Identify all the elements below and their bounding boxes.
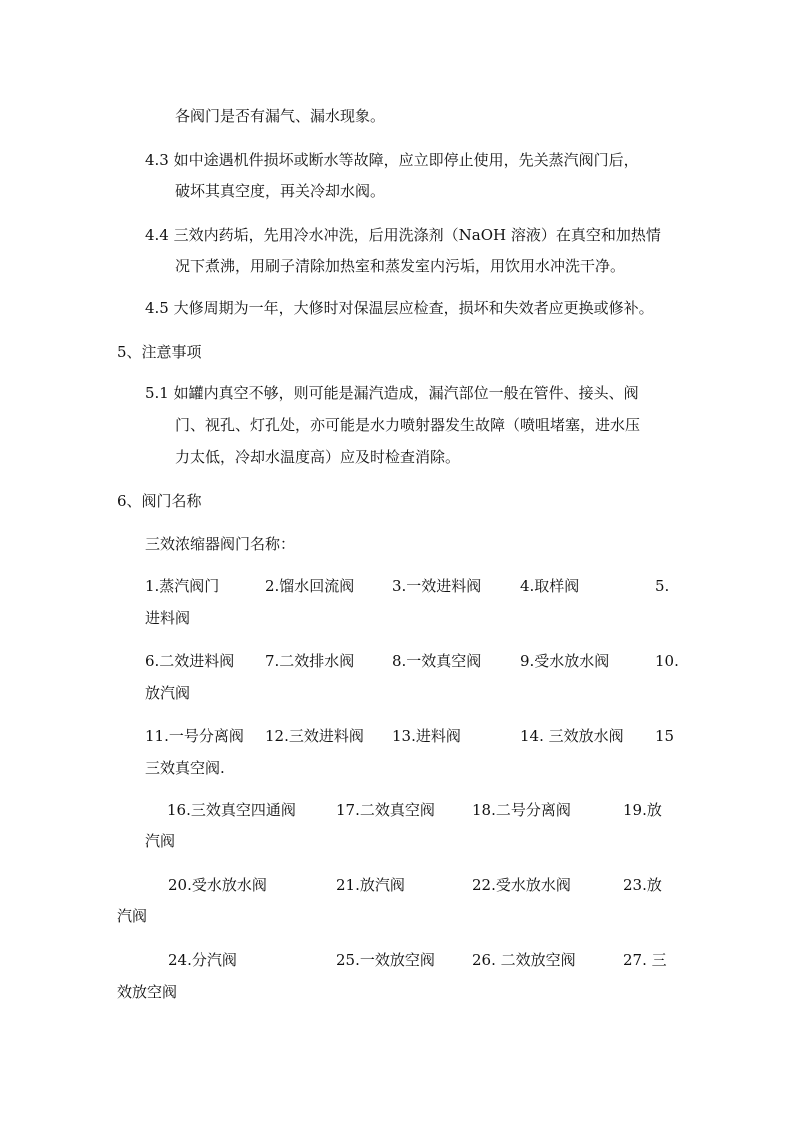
valve-item: 12.三效进料阀 <box>265 727 364 745</box>
valve-item-continuation: 汽阀 <box>117 907 148 925</box>
valve-item: 27. 三 <box>623 951 667 969</box>
valve-item: 16.三效真空四通阀 <box>167 801 296 819</box>
valve-item-continuation: 效放空阀 <box>117 983 178 1001</box>
valve-item: 5. <box>655 577 670 595</box>
item-4-2-continuation: 各阀门是否有漏气、漏水现象。 <box>175 107 386 125</box>
valve-item: 14. 三效放水阀 <box>520 727 624 745</box>
item-4-5-line1: 4.5 大修周期为一年，大修时对保温层应检查，损坏和失效者应更换或修补。 <box>145 299 654 317</box>
valve-item: 21.放汽阀 <box>336 876 405 894</box>
item-5-1-line2: 门、视孔、灯孔处，亦可能是水力喷射器发生故障（喷咀堵塞，进水压 <box>175 416 641 434</box>
valve-item: 8.一效真空阀 <box>392 652 482 670</box>
valve-item-continuation: 放汽阀 <box>145 684 191 702</box>
valve-item-continuation: 汽阀 <box>145 832 176 850</box>
valve-item: 15 <box>655 727 675 745</box>
valve-item-continuation: 进料阀 <box>145 609 191 627</box>
valve-item: 7.二效排水阀 <box>265 652 355 670</box>
valve-item: 17.二效真空阀 <box>336 801 435 819</box>
valve-item: 4.取样阀 <box>520 577 580 595</box>
item-4-3-line2: 破坏其真空度，再关冷却水阀。 <box>175 182 386 200</box>
valve-item: 22.受水放水阀 <box>472 876 571 894</box>
valve-item: 11.一号分离阀 <box>145 727 244 745</box>
valve-item: 24.分汽阀 <box>168 951 237 969</box>
item-5-1-line1: 5.1 如罐内真空不够，则可能是漏汽造成，漏汽部位一般在管件、接头、阀 <box>145 384 639 402</box>
valve-item: 13.进料阀 <box>392 727 461 745</box>
valve-item: 25.一效放空阀 <box>336 951 435 969</box>
valve-item: 6.二效进料阀 <box>145 652 235 670</box>
valve-item: 26. 二效放空阀 <box>472 951 576 969</box>
section-6-heading: 6、阀门名称 <box>117 492 202 510</box>
valve-item: 10. <box>655 652 679 670</box>
valve-item: 3.一效进料阀 <box>392 577 482 595</box>
valve-item: 18.二号分离阀 <box>472 801 571 819</box>
valve-list-intro: 三效浓缩器阀门名称： <box>145 535 296 553</box>
valve-item: 19.放 <box>623 801 662 819</box>
valve-item: 9.受水放水阀 <box>520 652 610 670</box>
item-5-1-line3: 力太低，冷却水温度高）应及时检查消除。 <box>175 448 461 466</box>
item-4-3-line1: 4.3 如中途遇机件损坏或断水等故障，应立即停止使用，先关蒸汽阀门后， <box>145 151 639 169</box>
section-5-heading: 5、注意事项 <box>117 343 202 361</box>
valve-item-continuation: 三效真空阀. <box>145 759 225 777</box>
item-4-4-line1: 4.4 三效内药垢，先用冷水冲洗，后用洗涤剂（NaOH 溶液）在真空和加热情 <box>145 226 661 244</box>
valve-item: 1.蒸汽阀门 <box>145 577 220 595</box>
valve-item: 2.馏水回流阀 <box>265 577 355 595</box>
valve-item: 20.受水放水阀 <box>168 876 267 894</box>
valve-item: 23.放 <box>623 876 662 894</box>
item-4-4-line2: 况下煮沸，用刷子清除加热室和蒸发室内污垢，用饮用水冲洗干净。 <box>175 257 626 275</box>
